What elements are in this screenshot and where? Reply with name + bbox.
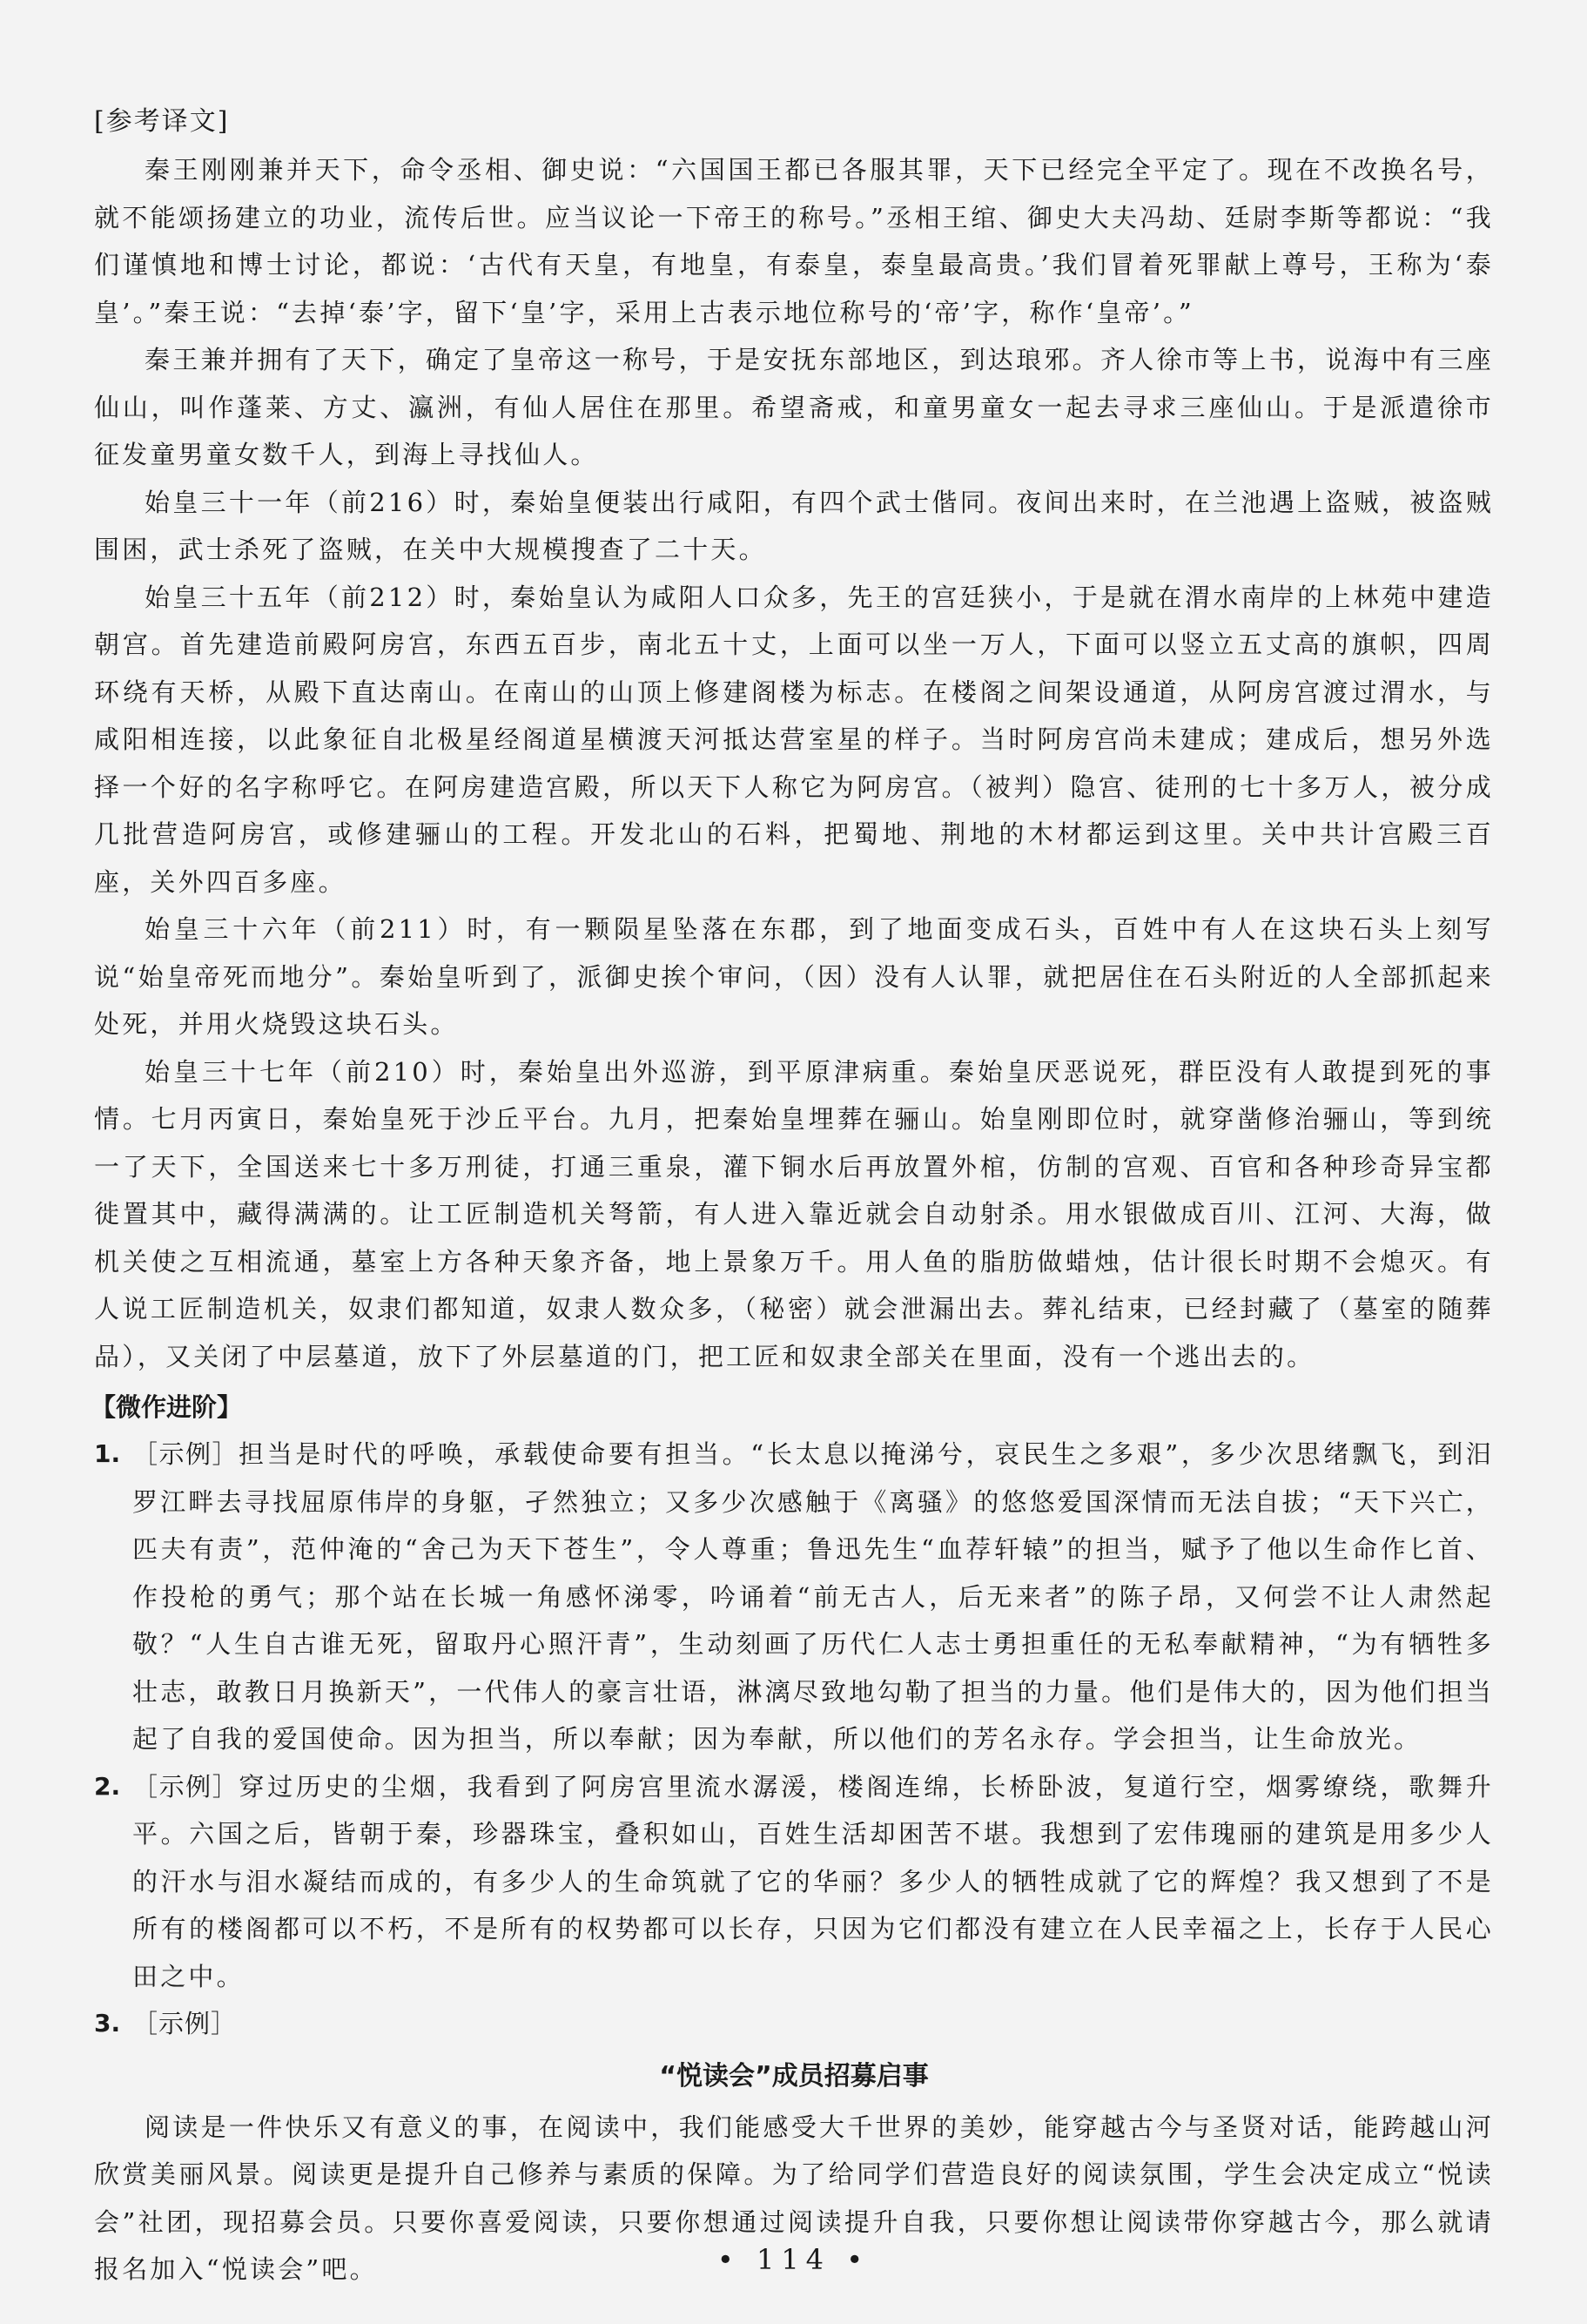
item-text	[132, 2000, 1494, 2048]
translation-paragraph: 始皇三十五年（前212）时，秦始皇认为咸阳人口众多，先王的宫廷狭小，于是就在渭水南岸的上林苑中建造朝宫。首先建造前殿阿房宫，东西五百步，南北五十丈，上面可以坐一万人，下面可以竖立五丈高的旗帜，四周环绕有天桥，从殿下直达南山。在南山的山顶上修建阁楼为标志。在楼阁之间架设通道，从阿房宫渡过渭水，与咸阳相连接，以此象征自北极星经阁道星横渡天河抵达营室星的样子。当时阿房宫尚未建成；建成后，想另外选择一个好的名字称呼它。在阿房建造宫殿，所以天下人称它为阿房宫。（被判）隐宫、徒刑的七十多万人，被分成几批营造阿房宫，或修建骊山的工程。开发北山的石料，把蜀地、荆地的木材都运到这里。关中共计宫殿三百座，关外四百多座。	[94, 582, 1494, 897]
item-number: 1.	[94, 1439, 121, 1468]
item-body: 担当是时代的呼唤，承载使命要有担当。“长太息以掩涕兮，哀民生之多艰”，多少次思绪飘飞，到汨罗江畔去寻找屈原伟岸的身躯，孑然独立；又多少次感触于《离骚》的悠悠爱国深情而无法自拔；“天下兴亡，匹夫有责”，范仲淹的“舍己为天下苍生”，令人尊重；鲁迅先生“血荐轩辕”的担当，赋予了他以生命作匕首、作投枪的勇气；那个站在长城一角感怀涕零，吟诵着“前无古人，后无来者”的陈子昂，又何尝不让人肃然起敬？“人生自古谁无死，留取丹心照汗青”，生动刻画了历代仁人志士勇担重任的无私奉献精神，“为有牺牲多壮志，敢教日月换新天”，一代伟人的豪言壮语，淋漓尽致地勾勒了担当的力量。他们是伟大的，因为他们担当起了自我的爱国使命。因为担当，所以奉献；因为奉献，所以他们的芳名永存。学会担当，让生命放光。	[132, 1439, 1494, 1754]
example-tag: ［示例］	[132, 1439, 239, 1469]
item-text	[132, 1763, 1494, 2001]
example-tag: ［示例］	[132, 2009, 238, 2038]
translation-paragraph: 秦王兼并拥有了天下，确定了皇帝这一称号，于是安抚东部地区，到达琅邪。齐人徐市等上书，说海中有三座仙山，叫作蓬莱、方丈、瀛洲，有仙人居住在那里。希望斋戒，和童男童女一起去寻求三座仙山。于是派遣徐市征发童男童女数千人，到海上寻找仙人。	[94, 345, 1494, 469]
translation-paragraph: 始皇三十六年（前211）时，有一颗陨星坠落在东郡，到了地面变成石头，百姓中有人在这块石头上刻写说“始皇帝死而地分”。秦始皇听到了，派御史挨个审问，（因）没有人认罪，就把居住在石头附近的人全部抓起来处死，并用火烧毁这块石头。	[94, 914, 1494, 1039]
example-tag: ［示例］	[132, 1771, 239, 1802]
section-heading: 【微作进阶】	[91, 1392, 243, 1422]
item-number: 3.	[94, 2009, 121, 2038]
translation-paragraph: 始皇三十一年（前216）时，秦始皇便装出行咸阳，有四个武士偕同。夜间出来时，在兰池遇上盗贼，被盗贼围困，武士杀死了盗贼，在关中大规模搜查了二十天。	[94, 487, 1494, 564]
item-text	[132, 1431, 1494, 1763]
answer-item	[94, 1763, 1494, 2001]
item-number: 2.	[94, 1771, 121, 1801]
page-number: • 114 •	[716, 2243, 871, 2276]
notice-title: “悦读会”成员招募启事	[659, 2060, 929, 2092]
page-content	[91, 98, 1494, 2294]
reference-translation-heading: [参考译文]	[94, 106, 230, 137]
answer-item	[94, 2000, 1494, 2048]
answer-item	[94, 1431, 1494, 1763]
translation-paragraph: 始皇三十七年（前210）时，秦始皇出外巡游，到平原津病重。秦始皇厌恶说死，群臣没有人敢提到死的事情。七月丙寅日，秦始皇死于沙丘平台。九月，把秦始皇埋葬在骊山。始皇刚即位时，就穿凿修治骊山，等到统一了天下，全国送来七十多万刑徒，打通三重泉，灌下铜水后再放置外棺，仿制的宫观、百官和各种珍奇异宝都徙置其中，藏得满满的。让工匠制造机关弩箭，有人进入靠近就会自动射杀。用水银做成百川、江河、大海，做机关使之互相流通，墓室上方各种天象齐备，地上景象万千。用人鱼的脂肪做蜡烛，估计很长时期不会熄灭。有人说工匠制造机关，奴隶们都知道，奴隶人数众多，（秘密）就会泄漏出去。葬礼结束，已经封藏了（墓室的随葬品），又关闭了中层墓道，放下了外层墓道的门，把工匠和奴隶全部关在里面，没有一个逃出去的。	[94, 1056, 1494, 1371]
notice-paragraph: 阅读是一件快乐又有意义的事，在阅读中，我们能感受大千世界的美妙，能穿越古今与圣贤对话，能跨越山河欣赏美丽风景。阅读更是提升自己修养与素质的保障。为了给同学们营造良好的阅读氛围，学生会决定成立“悦读会”社团，现招募会员。只要你喜爱阅读，只要你想通过阅读提升自我，只要你想让阅读带你穿越古今，那么就请报名加入“悦读会”吧。	[94, 2112, 1494, 2284]
item-body: 穿过历史的尘烟，我看到了阿房宫里流水潺湲，楼阁连绵，长桥卧波，复道行空，烟雾缭绕，歌舞升平。六国之后，皆朝于秦，珍器珠宝，叠积如山，百姓生活却困苦不堪。我想到了宏伟瑰丽的建筑是用多少人的汗水与泪水凝结而成的，有多少人的生命筑就了它的华丽？多少人的牺牲成就了它的辉煌？我又想到了不是所有的楼阁都可以不朽，不是所有的权势都可以长存，只因为它们都没有建立在人民幸福之上，长存于人民心田之中。	[132, 1771, 1494, 1991]
translation-paragraph: 秦王刚刚兼并天下，命令丞相、御史说：“六国国王都已各服其罪，天下已经完全平定了。现在不改换名号，就不能颂扬建立的功业，流传后世。应当议论一下帝王的称号。”丞相王绾、御史大夫冯劫、廷尉李斯等都说：“我们谨慎地和博士讨论，都说：‘古代有天皇，有地皇，有泰皇，泰皇最高贵。’我们冒着死罪献上尊号，王称为‘泰皇’。”秦王说：“去掉‘泰’字，留下‘皇’字，采用上古表示地位称号的‘帝’字，称作‘皇帝’。”	[94, 155, 1494, 327]
